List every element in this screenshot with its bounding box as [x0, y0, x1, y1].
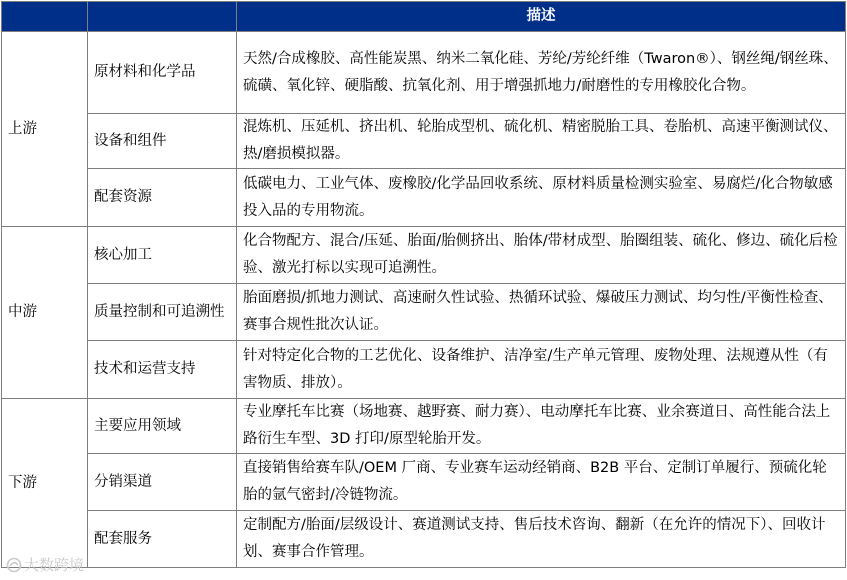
description-cell: 低碳电力、工业气体、废橡胶/化学品回收系统、原材料质量检测实验室、易腐烂/化合物敏感投入品的专用物流。 — [237, 169, 846, 227]
description-cell: 直接销售给赛车队/OEM 厂商、专业赛车运动经销商、B2B 平台、定制订单履行、预硫化轮胎的氩气密封/冷链物流。 — [237, 454, 846, 511]
description-cell: 胎面磨损/抓地力测试、高速耐久性试验、热循环试验、爆破压力测试、均匀性/平衡性检查、赛事合规性批次认证。 — [237, 284, 846, 341]
table-row — [2, 284, 846, 341]
table-row — [2, 227, 846, 284]
category-cell: 核心加工 — [88, 227, 237, 284]
stage-cell-downstream: 下游 — [2, 399, 88, 568]
description-cell: 针对特定化合物的工艺优化、设备维护、洁净室/生产单元管理、废物处理、法规遵从性（有害物质、排放）。 — [237, 341, 846, 399]
description-cell: 化合物配方、混合/压延、胎面/胎侧挤出、胎体/带材成型、胎圈组装、硫化、修边、硫化后检验、激光打标以实现可追溯性。 — [237, 227, 846, 284]
table-row — [2, 114, 846, 169]
category-cell: 质量控制和可追溯性 — [88, 284, 237, 341]
table-row — [2, 32, 846, 114]
header-category-cell — [88, 2, 237, 32]
header-stage-cell — [2, 2, 88, 32]
category-cell: 原材料和化学品 — [88, 32, 237, 114]
swirl-logo-icon — [6, 557, 22, 573]
table-row — [2, 169, 846, 227]
watermark-text: 大数跨境 — [24, 556, 85, 574]
category-cell: 配套服务 — [88, 511, 237, 568]
category-cell: 分销渠道 — [88, 454, 237, 511]
industry-chain-table — [1, 1, 846, 568]
description-cell: 混炼机、压延机、挤出机、轮胎成型机、硫化机、精密脱胎工具、卷胎机、高速平衡测试仪、热/磨损模拟器。 — [237, 114, 846, 169]
description-cell: 专业摩托车比赛（场地赛、越野赛、耐力赛）、电动摩托车比赛、业余赛道日、高性能合法上路衍生车型、3D 打印/原型轮胎开发。 — [237, 399, 846, 454]
description-cell: 天然/合成橡胶、高性能炭黑、纳米二氧化硅、芳纶/芳纶纤维（Twaron®）、钢丝绳/钢丝珠、硫磺、氧化锌、硬脂酸、抗氧化剂、用于增强抓地力/耐磨性的专用橡胶化合物。 — [237, 32, 846, 114]
header-description-cell: 描述 — [237, 2, 846, 32]
category-cell: 技术和运营支持 — [88, 341, 237, 399]
stage-cell-midstream: 中游 — [2, 227, 88, 399]
stage-cell-upstream: 上游 — [2, 32, 88, 227]
table-row — [2, 341, 846, 399]
table-row — [2, 511, 846, 568]
watermark — [6, 554, 116, 576]
category-cell: 设备和组件 — [88, 114, 237, 169]
table-row — [2, 454, 846, 511]
table-row — [2, 399, 846, 454]
category-cell: 配套资源 — [88, 169, 237, 227]
category-cell: 主要应用领域 — [88, 399, 237, 454]
table-header-row — [2, 2, 846, 32]
description-cell: 定制配方/胎面/层级设计、赛道测试支持、售后技术咨询、翻新（在允许的情况下）、回收计划、赛事合作管理。 — [237, 511, 846, 568]
